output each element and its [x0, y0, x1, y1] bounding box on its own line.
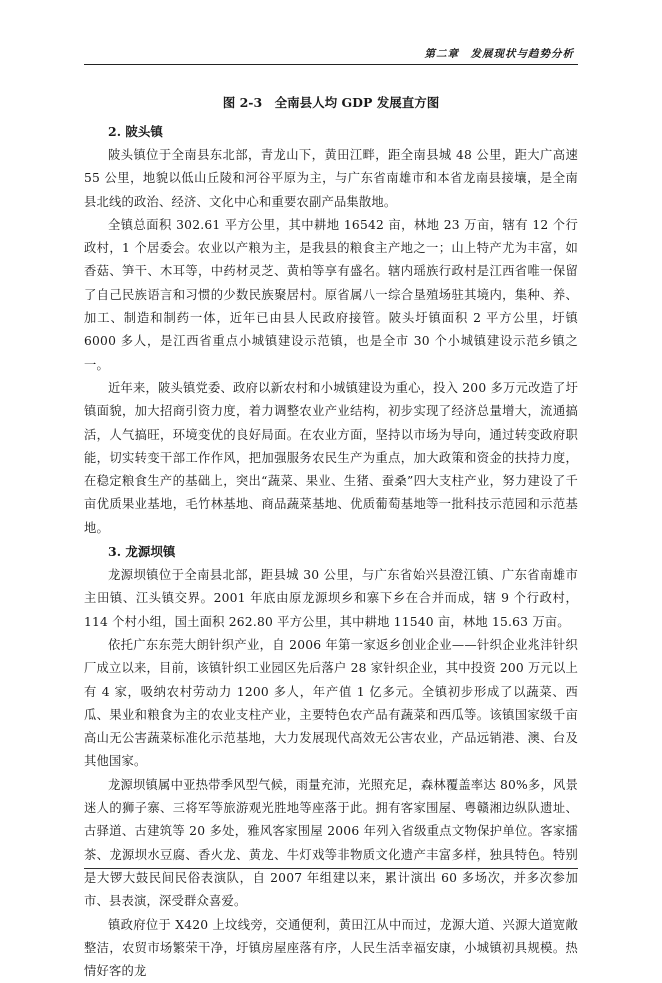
paragraph: 龙源坝镇位于全南县北部，距县城 30 公里，与广东省始兴县澄江镇、广东省南雄市主田镇、江头镇交界。2001 年底由原龙源坝乡和寨下乡在合并而成，辖 9 个行政村，114 个村小组，国土面积 262.80 平方公里，其中耕地 11540 亩，林地 15.63 万亩。 [84, 564, 578, 634]
page-body [84, 88, 578, 983]
paragraph: 依托广东东莞大朗针织产业，自 2006 年第一家返乡创业企业——针织企业兆沣针织厂成立以来，目前，该镇针织工业园区先后落户 28 家针织企业，其中投资 200 万元以上有 4 家，吸纳农村劳动力 1200 多人，年产值 1 亿多元。全镇初步形成了以蔬菜、西瓜、果业和粮食为主的农业支柱产业，主要特色农产品有蔬菜和西瓜等。该镇国家级千亩高山无公害蔬菜标准化示范基地，大力发展现代高效无公害农业，产品远销港、澳、台及其他国家。 [84, 634, 578, 774]
chapter-title: 第二章 发展现状与趋势分析 [425, 46, 575, 61]
section-longyuanba [84, 540, 578, 983]
paragraph: 全镇总面积 302.61 平方公里，其中耕地 16542 亩，林地 23 万亩，辖有 12 个行政村，1 个居委会。农业以产粮为主，是我县的粮食主产地之一；山上特产尤为丰富，如香菇、笋干、木耳等，中药材灵芝、黄柏等享有盛名。辖内瑶族行政村是江西省唯一保留了自己民族语言和习惯的少数民族聚居村。原省属八一综合垦殖场驻其境内，集种、养、加工、制造和制药一体，近年已由县人民政府接管。陂头圩镇面积 2 平方公里，圩镇 6000 多人，是江西省重点小城镇建设示范镇，也是全市 30 个小城镇建设示范乡镇之一。 [84, 214, 578, 377]
section-heading: 3. 龙源坝镇 [84, 540, 578, 564]
paragraph: 近年来，陂头镇党委、政府以新农村和小城镇建设为重心，投入 200 多万元改造了圩镇面貌，加大招商引资力度，着力调整农业产业结构，初步实现了经济总量增大，流通搞活，人气搞旺，环境变优的良好局面。在农业方面，坚持以市场为导向，通过转变政府职能，切实转变干部工作作风，把加强服务农民生产为重点，加大政策和资金的扶持力度，在稳定粮食生产的基础上，突出“蔬菜、果业、生猪、蚕桑”四大支柱产业，努力建设了千亩优质果业基地，毛竹林基地、商品蔬菜基地、优质葡萄基地等一批科技示范园和示范基地。 [84, 377, 578, 540]
figure-caption: 图 2-3 全南县人均 GDP 发展直方图 [84, 92, 578, 114]
paragraph: 龙源坝镇属中亚热带季风型气候，雨量充沛，光照充足，森林覆盖率达 80%多，风景迷人的狮子寨、三将军等旅游观光胜地等座落于此。拥有客家围屋、粤赣湘边纵队遗址、古驿道、古建筑等 20 多处，雅风客家围屋 2006 年列入省级重点文物保护单位。客家擂茶、龙源坝水豆腐、香火龙、黄龙、牛灯戏等非物质文化遗产丰富多样，独具特色。特别是大锣大鼓民间民俗表演队，自 2007 年组建以来，累计演出 60 多场次，并多次参加市、县表演，深受群众喜爱。 [84, 774, 578, 914]
page-header [84, 44, 578, 65]
footer-rule [84, 868, 578, 869]
section-pitou [84, 120, 578, 540]
paragraph: 陂头镇位于全南县东北部，青龙山下，黄田江畔，距全南县城 48 公里，距大广高速 55 公里，地貌以低山丘陵和河谷平原为主，与广东省南雄市和本省龙南县接壤，是全南县北线的政治、经济、文化中心和重要农副产品集散地。 [84, 144, 578, 214]
paragraph: 镇政府位于 X420 上坟线旁，交通便利，黄田江从中而过，龙源大道、兴源大道宽敞整洁，农贸市场繁荣干净，圩镇房屋座落有序，人民生活幸福安康，小城镇初具规模。热情好客的龙 [84, 914, 578, 983]
section-heading: 2. 陂头镇 [84, 120, 578, 144]
